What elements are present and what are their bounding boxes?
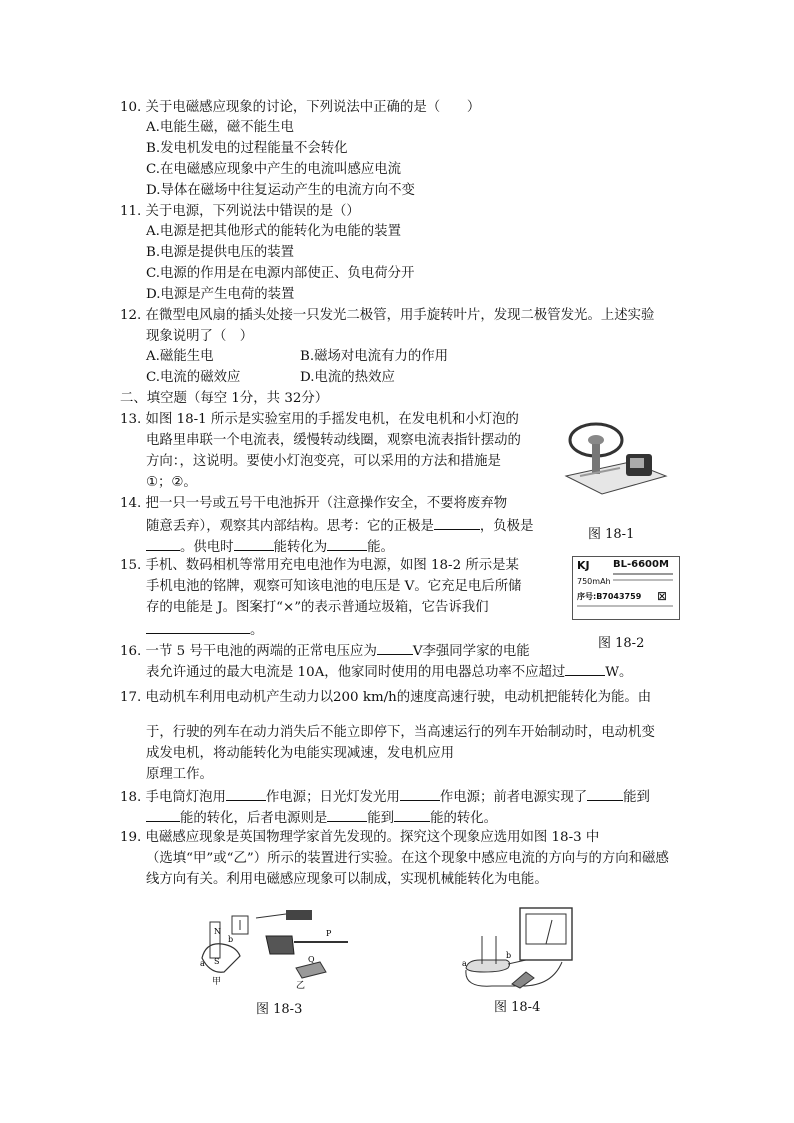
q12-stem-line1: 12. 在微型电风扇的插头处接一只发光二极管，用手旋转叶片，发现二极管发光。上述实验: [120, 308, 655, 323]
q10-option-c: C.在电磁感应现象中产生的电流叫感应电流: [146, 162, 402, 177]
q11-option-d: D.电源是产生电荷的装置: [146, 287, 295, 302]
answer-blank[interactable]: [146, 536, 180, 551]
q16-line1: [120, 640, 530, 662]
q12-option-c: C.电流的磁效应: [146, 370, 241, 385]
q15-line4: [146, 619, 263, 641]
answer-blank[interactable]: [234, 536, 274, 551]
figure-18-1-caption: 图 18-1: [588, 527, 635, 542]
q12-stem-line2: 现象说明了（ ）: [146, 329, 254, 344]
label-p: P: [326, 929, 332, 938]
q18-line2-text-d: 能的转化。: [430, 811, 498, 826]
answer-blank[interactable]: [146, 619, 250, 634]
answer-blank[interactable]: [394, 807, 430, 822]
q10-option-d: D.导体在磁场中往复运动产生的电流方向不变: [146, 183, 415, 198]
q17-line3: 成发电机，将动能转化为电能实现减速，发电机应用: [146, 746, 454, 761]
q12-option-d: D.电流的热效应: [300, 370, 395, 385]
label-b: b: [506, 951, 512, 960]
q14-line3-text-d: 能。: [367, 540, 394, 555]
q13-line2: 电路里串联一个电流表，缓慢转动线圈，观察电流表指针摆动的: [146, 433, 521, 448]
q15-line4-text: 。: [250, 623, 264, 638]
q14-line3-text-c: 能转化为: [273, 540, 328, 555]
label-b: b: [228, 935, 234, 944]
q15-line3: 存的电能是 J。图案打“×”的表示普通垃圾箱，它告诉我们: [146, 600, 489, 615]
q17-line4: 原理工作。: [146, 767, 213, 782]
q16-line2: [146, 661, 632, 683]
q15-line1: 15. 手机、数码相机等常用充电电池作为电源，如图 18-2 所示是某: [120, 558, 519, 573]
q13-line1: 13. 如图 18-1 所示是实验室用的手摇发电机，在发电机和小灯泡的: [120, 412, 519, 427]
answer-blank[interactable]: [587, 786, 623, 801]
q13-line3: 方向：，这说明。要使小灯泡变亮，可以采用的方法和措施是: [146, 454, 501, 469]
q15-line2: 手机电池的铭牌，观察可知该电池的电压是 V。它充足电后所储: [146, 579, 522, 594]
q17-line2: 于，行驶的列车在动力消失后不能立即停下，当高速运行的列车开始制动时，电动机变: [146, 725, 655, 740]
q12-option-b: B.磁场对电流有力的作用: [300, 349, 449, 364]
answer-blank[interactable]: [146, 807, 180, 822]
q11-option-a: A.电源是把其他形式的能转化为电能的装置: [146, 224, 401, 239]
q18-line1-text-c: 作电源；前者电源实现了: [439, 790, 588, 805]
q14-line2-text: 随意丢弃），观察其内部结构。思考：它的正极是: [146, 519, 434, 534]
battery-capacity: 750mAh: [577, 577, 611, 586]
label-a: a: [462, 959, 467, 968]
q10-option-a: A.电能生磁，磁不能生电: [146, 120, 294, 135]
q18-line1: [120, 786, 650, 808]
q16-line2-text-b: W。: [605, 665, 633, 680]
q18-line1-text-d: 能到: [623, 790, 650, 805]
q11-option-b: B.电源是提供电压的装置: [146, 245, 295, 260]
answer-blank[interactable]: [434, 515, 480, 530]
label-yi: 乙: [296, 981, 306, 990]
answer-blank[interactable]: [327, 536, 367, 551]
hand-crank-generator-image: [560, 418, 670, 498]
label-a: a: [200, 959, 205, 968]
q16-line1-text-b: V李强同学家的电能: [412, 644, 530, 659]
q10-option-b: B.发电机发电的过程能量不会转化: [146, 141, 348, 156]
q14-line2-text-b: ，负极是: [479, 519, 534, 534]
q14-line2: [146, 515, 533, 537]
battery-serial: 序号:B7043759: [577, 592, 642, 601]
q16-line2-text-a: 表允许通过的最大电流是 10A，他家同时使用的用电器总功率不应超过: [146, 665, 566, 680]
figure-18-3-caption: 图 18-3: [256, 1002, 303, 1017]
q13-line4: ①；②。: [146, 475, 197, 490]
q16-line1-text-a: 16. 一节 5 号干电池的两端的正常电压应为: [120, 644, 377, 659]
q18-line1-text-a: 18. 手电筒灯泡用: [120, 790, 226, 805]
answer-blank[interactable]: [327, 807, 367, 822]
q11-stem: 11. 关于电源，下列说法中错误的是（）: [120, 204, 360, 219]
q18-line2-text-b: 能的转化，后者电源则是: [180, 811, 328, 826]
q19-line2: （选填“甲”或“乙”）所示的装置进行实验。在这个现象中感应电流的方向与的方向和磁感: [146, 851, 669, 866]
q14-line3-text-b: 。供电时: [180, 540, 234, 555]
q19-line1: 19. 电磁感应现象是英国物理学家首先发现的。探究这个现象应选用如图 18-3 中: [120, 830, 600, 845]
q12-option-a: A.磁能生电: [146, 349, 214, 364]
label-jia: 甲: [212, 977, 222, 987]
q11-option-c: C.电源的作用是在电源内部使正、负电荷分开: [146, 266, 415, 281]
answer-blank[interactable]: [377, 640, 413, 655]
q14-line3: [146, 536, 394, 558]
label-s: S: [214, 957, 220, 966]
q19-line3: 线方向有关。利用电磁感应现象可以制成，实现机械能转化为电能。: [146, 872, 548, 887]
electromagnetic-apparatus-image: [196, 906, 356, 990]
section-heading: 二、填空题（每空 1分，共 32分）: [120, 391, 329, 406]
trash-bin-icon: ⊠: [657, 589, 668, 603]
battery-model: BL-6600M: [613, 559, 669, 570]
q18-line2: [146, 807, 497, 829]
battery-nameplate: [572, 556, 680, 620]
battery-brand: KJ: [577, 559, 590, 572]
q14-line1: 14. 把一只一号或五号干电池拆开（注意操作安全，不要将废弃物: [120, 496, 508, 511]
q10-stem: 10. 关于电磁感应现象的讨论，下列说法中正确的是（ ）: [120, 100, 481, 115]
q18-line2-text-c: 能到: [367, 811, 395, 826]
q18-line1-text-b: 作电源；日光灯发光用: [265, 790, 400, 805]
label-q: Q: [308, 955, 315, 964]
label-n: N: [214, 927, 221, 936]
figure-18-4-caption: 图 18-4: [494, 1000, 541, 1015]
figure-18-2-caption: 图 18-2: [598, 636, 645, 651]
answer-blank[interactable]: [226, 786, 266, 801]
answer-blank[interactable]: [400, 786, 440, 801]
answer-blank[interactable]: [565, 661, 605, 676]
induction-circuit-image: [462, 906, 582, 990]
q17-line1: 17. 电动机车利用电动机产生动力以200 km/h的速度高速行驶，电动机把能转化为能。由: [120, 690, 652, 705]
